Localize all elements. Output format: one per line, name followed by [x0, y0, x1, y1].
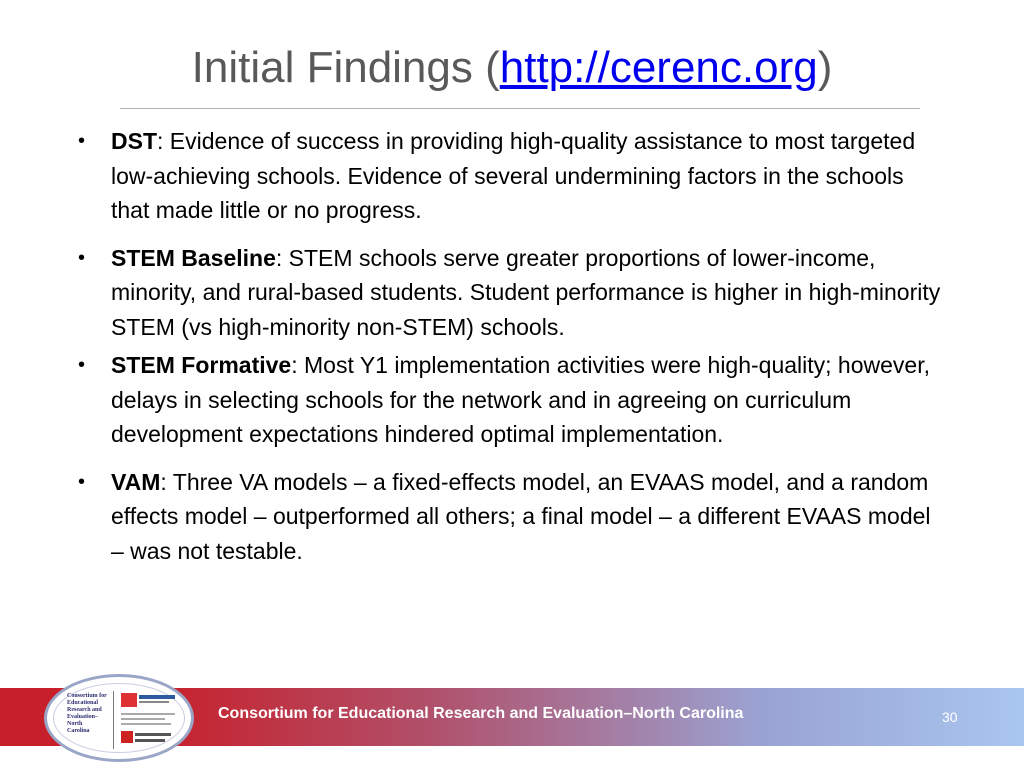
finding-text: : Evidence of success in providing high-quality assistance to most targeted low-achieving schools. Evidence of several undermining factors in the schools that made little or no progress. — [111, 128, 916, 223]
finding-text: : Most Y1 implementation activities were high-quality; however, delays in selecting schools for the network and in agreeing on curriculum development expectations hindered optimal implementation. — [111, 352, 930, 447]
logo-text: Consortium for Educational Research and Evaluation– North Carolina — [67, 693, 107, 734]
bullet-dot: • — [78, 470, 86, 493]
finding-stem-baseline — [78, 241, 948, 345]
finding-text: : STEM schools serve greater proportions of lower-income, minority, and rural-based students. Student performance is higher in high-minority STEM (vs high-minority non-STEM) schools. — [111, 244, 941, 340]
finding-stem-formative — [78, 348, 948, 452]
finding-label: STEM Baseline — [111, 244, 276, 271]
partner-logos-icon — [119, 691, 179, 749]
bullet-dot: • — [78, 354, 86, 376]
cerenc-link[interactable]: http://cerenc.org — [499, 43, 818, 92]
bullet-dot: • — [78, 246, 86, 269]
finding-vam — [78, 465, 948, 569]
finding-dst — [78, 124, 948, 228]
slide-title — [0, 40, 1024, 96]
findings-list — [78, 124, 948, 581]
title-divider — [120, 108, 920, 109]
title-prefix: Initial Findings ( — [191, 43, 500, 92]
finding-text: : Three VA models – a fixed-effects model, an EVAAS model, and a random effects model – outperformed all others; a final model – a different EVAAS model – was not testable. — [111, 468, 931, 564]
title-suffix: ) — [817, 43, 833, 92]
footer-org-name: Consortium for Educational Research and Evaluation–North Carolina — [218, 705, 744, 722]
bullet-dot: • — [78, 130, 86, 152]
cerenc-logo — [44, 674, 194, 762]
logo-divider — [113, 691, 114, 749]
page-number: 30 — [942, 709, 958, 725]
finding-label: VAM — [111, 468, 161, 495]
finding-label: STEM Formative — [111, 352, 292, 378]
finding-label: DST — [111, 128, 157, 154]
